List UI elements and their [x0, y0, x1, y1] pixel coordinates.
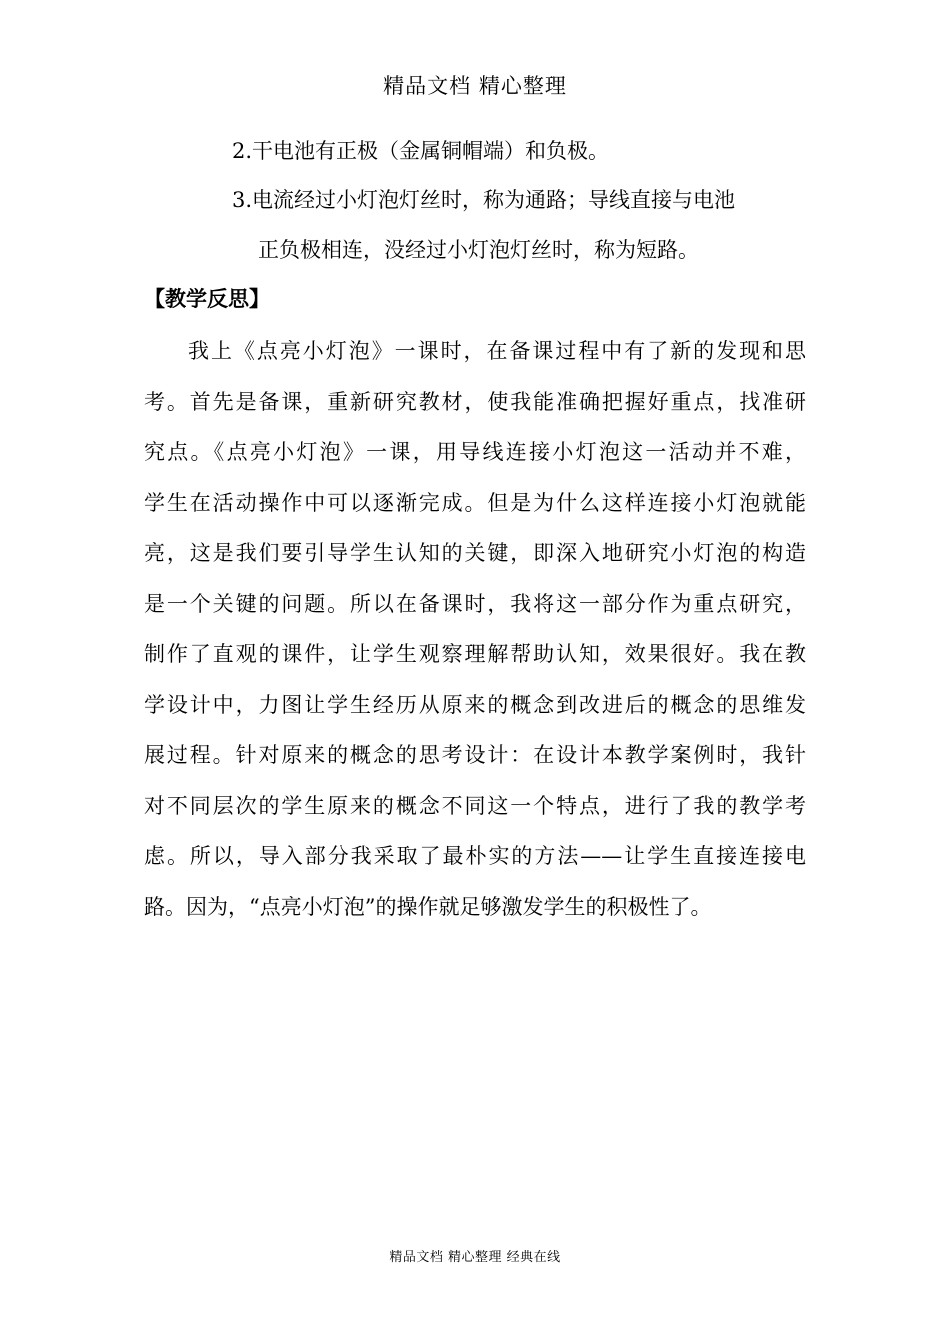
paragraph-line: 究点。《点亮小灯泡》一课，用导线连接小灯泡这一活动并不难，	[144, 440, 806, 464]
page-header: 精品文档 精心整理	[383, 74, 567, 98]
paragraph-line: 展过程。针对原来的概念的思考设计：在设计本教学案例时，我针	[144, 743, 806, 767]
paragraph-line: 我上《点亮小灯泡》一课时，在备课过程中有了新的发现和思	[188, 339, 806, 363]
paragraph-line: 学生在活动操作中可以逐渐完成。但是为什么这样连接小灯泡就能	[144, 490, 806, 515]
paragraph-line: 亮，这是我们要引导学生认知的关键，即深入地研究小灯泡的构造	[144, 541, 806, 565]
page-footer: 精品文档 精心整理 经典在线	[389, 1250, 561, 1265]
paragraph-line: 路。因为，“点亮小灯泡”的操作就足够激发学生的积极性了。	[144, 894, 712, 919]
section-heading: 【教学反思】	[144, 287, 270, 311]
paragraph-line: 学设计中，力图让学生经历从原来的概念到改进后的概念的思维发	[144, 692, 806, 717]
paragraph-line: 虑。所以，导入部分我采取了最朴实的方法——让学生直接连接电	[144, 844, 806, 868]
point-item-3-continuation: 正负极相连，没经过小灯泡灯丝时，称为短路。	[258, 238, 699, 262]
paragraph-line: 是一个关键的问题。所以在备课时，我将这一部分作为重点研究，	[144, 591, 806, 616]
paragraph-line: 制作了直观的课件，让学生观察理解帮助认知，效果很好。我在教	[144, 642, 806, 666]
reflection-paragraph	[144, 336, 806, 942]
paragraph-line: 考。首先是备课，重新研究教材，使我能准确把握好重点，找准研	[144, 389, 806, 414]
point-item-2: 2.干电池有正极（金属铜帽端）和负极。	[232, 139, 610, 163]
paragraph-line: 对不同层次的学生原来的概念不同这一个特点，进行了我的教学考	[144, 793, 806, 818]
point-item-3: 3.电流经过小灯泡灯丝时，称为通路；导线直接与电池	[232, 188, 736, 212]
